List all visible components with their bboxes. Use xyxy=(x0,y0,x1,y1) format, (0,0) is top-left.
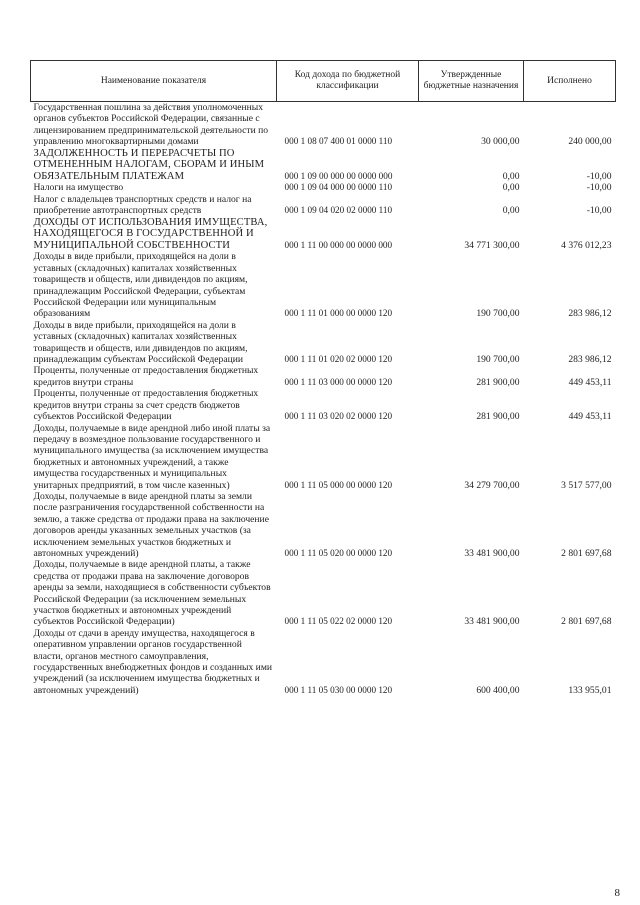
row-income-code: 000 1 11 03 000 00 0000 120 xyxy=(284,376,393,387)
row-executed-amount: 2 801 697,68 xyxy=(561,547,612,559)
header-income-code: Код дохода по бюджетной классификации xyxy=(277,61,419,102)
row-approved-amount: 190 700,00 xyxy=(476,354,520,366)
table-row xyxy=(31,102,616,148)
row-approved-amount: 0,00 xyxy=(502,182,520,194)
table-row xyxy=(31,320,616,366)
row-income-code: 000 1 09 00 000 00 0000 000 xyxy=(284,171,393,181)
row-executed-amount: 283 986,12 xyxy=(568,354,612,366)
table-row xyxy=(31,251,616,319)
table-row xyxy=(31,628,616,696)
header-executed-amount: Исполнено xyxy=(524,61,616,102)
row-approved-amount: 34 279 700,00 xyxy=(464,479,520,491)
row-executed-amount: 449 453,11 xyxy=(568,376,612,388)
row-income-code: 000 1 09 04 020 02 0000 110 xyxy=(284,205,393,216)
row-income-code: 000 1 11 05 022 02 0000 120 xyxy=(284,616,393,627)
table-row xyxy=(31,491,616,559)
row-indicator-name: Доходы, получаемые в виде арендной платы, а также средства от продажи права на заключение договоров аренды за земли, находящиеся в собственности субъектов Российской Федерации (за исключением земельных участков бюджетных и автономных учреждений субъектов Российской Федерации) xyxy=(33,559,271,628)
table-row xyxy=(31,365,616,388)
header-approved-amount: Утвержденные бюджетные назначения xyxy=(419,61,524,102)
row-approved-amount: 0,00 xyxy=(502,205,520,217)
row-income-code: 000 1 08 07 400 01 0000 110 xyxy=(284,136,393,147)
row-executed-amount: 449 453,11 xyxy=(568,411,612,423)
row-executed-amount: 240 000,00 xyxy=(568,136,612,148)
row-indicator-name: ЗАДОЛЖЕННОСТЬ И ПЕРЕРАСЧЕТЫ ПО ОТМЕНЕННЫМ НАЛОГАМ, СБОРАМ И ИНЫМ ОБЯЗАТЕЛЬНЫМ ПЛАТЕЖАМ xyxy=(33,147,265,182)
row-income-code: 000 1 11 03 020 02 0000 120 xyxy=(284,411,393,422)
row-indicator-name: ДОХОДЫ ОТ ИСПОЛЬЗОВАНИЯ ИМУЩЕСТВА, НАХОДЯЩЕГОСЯ В ГОСУДАРСТВЕННОЙ И МУНИЦИПАЛЬНОЙ СОБСТВЕННОСТИ xyxy=(33,216,268,251)
row-approved-amount: 281 900,00 xyxy=(476,376,520,388)
row-executed-amount: 133 955,01 xyxy=(568,684,612,696)
row-indicator-name: Налог с владельцев транспортных средств и налог на приобретение автотранспортных средств xyxy=(33,193,252,217)
page-number: 8 xyxy=(614,887,620,899)
table-row xyxy=(31,217,616,252)
row-indicator-name: Налоги на имущество xyxy=(33,182,124,194)
table-row xyxy=(31,148,616,183)
row-indicator-name: Государственная пошлина за действия уполномоченных органов субъектов Российской Федерации, связанные с лицензированием предпринимательской деятельности по управлению многоквартирными домами xyxy=(33,102,269,148)
table-row xyxy=(31,182,616,193)
header-indicator-name: Наименование показателя xyxy=(31,61,277,102)
row-approved-amount: 30 000,00 xyxy=(481,136,520,148)
row-income-code: 000 1 11 05 030 00 0000 120 xyxy=(284,684,393,695)
row-income-code: 000 1 11 01 000 00 0000 120 xyxy=(284,308,393,319)
row-indicator-name: Доходы в виде прибыли, приходящейся на доли в уставных (складочных) капиталах хозяйственных товариществ и обществ, или дивидендов по акциям, принадлежащим Российской Федерации, субъектам Российской Федерации или муниципальным образованиям xyxy=(33,251,248,320)
row-executed-amount: 283 986,12 xyxy=(568,308,612,320)
table-header-row xyxy=(31,61,616,102)
row-approved-amount: 600 400,00 xyxy=(476,684,520,696)
row-executed-amount: -10,00 xyxy=(586,182,612,194)
row-approved-amount: 0,00 xyxy=(502,171,520,182)
table-row xyxy=(31,423,616,491)
row-indicator-name: Проценты, полученные от предоставления бюджетных кредитов внутри страны за счет средств бюджетов субъектов Российской Федерации xyxy=(33,388,259,423)
row-income-code: 000 1 09 04 000 00 0000 110 xyxy=(284,182,393,193)
row-income-code: 000 1 11 05 020 00 0000 120 xyxy=(284,547,393,558)
row-executed-amount: 3 517 577,00 xyxy=(561,479,612,491)
row-executed-amount: -10,00 xyxy=(586,205,612,217)
row-approved-amount: 34 771 300,00 xyxy=(464,240,520,251)
row-income-code: 000 1 11 01 020 02 0000 120 xyxy=(284,354,393,365)
row-executed-amount: 2 801 697,68 xyxy=(561,616,612,628)
row-indicator-name: Доходы, получаемые в виде арендной платы за земли после разграничения государственной собственности на землю, а также средства от продажи права на заключение договоров аренды указанных земельных участков (за исключением земельных участков бюджетных и автономных учреждений) xyxy=(33,490,269,559)
table-row xyxy=(31,194,616,217)
budget-execution-table xyxy=(30,60,616,696)
row-income-code: 000 1 11 00 000 00 0000 000 xyxy=(284,240,393,250)
row-approved-amount: 190 700,00 xyxy=(476,308,520,320)
row-income-code: 000 1 11 05 000 00 0000 120 xyxy=(284,479,393,490)
row-indicator-name: Доходы от сдачи в аренду имущества, находящегося в оперативном управлении органов государственной власти, органов местного самоуправления, государственных внебюджетных фондов и созданных ими учреждений (за исключением имущества бюджетных и автономных учреждений) xyxy=(33,627,273,696)
row-executed-amount: 4 376 012,23 xyxy=(561,240,612,251)
table-body xyxy=(31,102,616,697)
row-approved-amount: 33 481 900,00 xyxy=(464,547,520,559)
row-indicator-name: Доходы в виде прибыли, приходящейся на доли в уставных (складочных) капиталах хозяйственных товариществ и обществ, или дивидендов по акциям, принадлежащим субъектам Российской Федерации xyxy=(33,319,248,366)
row-executed-amount: -10,00 xyxy=(586,171,612,182)
row-approved-amount: 281 900,00 xyxy=(476,411,520,423)
row-indicator-name: Проценты, полученные от предоставления бюджетных кредитов внутри страны xyxy=(33,365,259,388)
row-indicator-name: Доходы, получаемые в виде арендной либо иной платы за передачу в возмездное пользование государственного и муниципального имущества (за исключением имущества бюджетных и автономных учреждений, а также имущества государственных и муниципальных унитарных предприятий, в том числе казенных) xyxy=(33,422,271,491)
table-row xyxy=(31,388,616,422)
row-approved-amount: 33 481 900,00 xyxy=(464,616,520,628)
table-row xyxy=(31,559,616,627)
